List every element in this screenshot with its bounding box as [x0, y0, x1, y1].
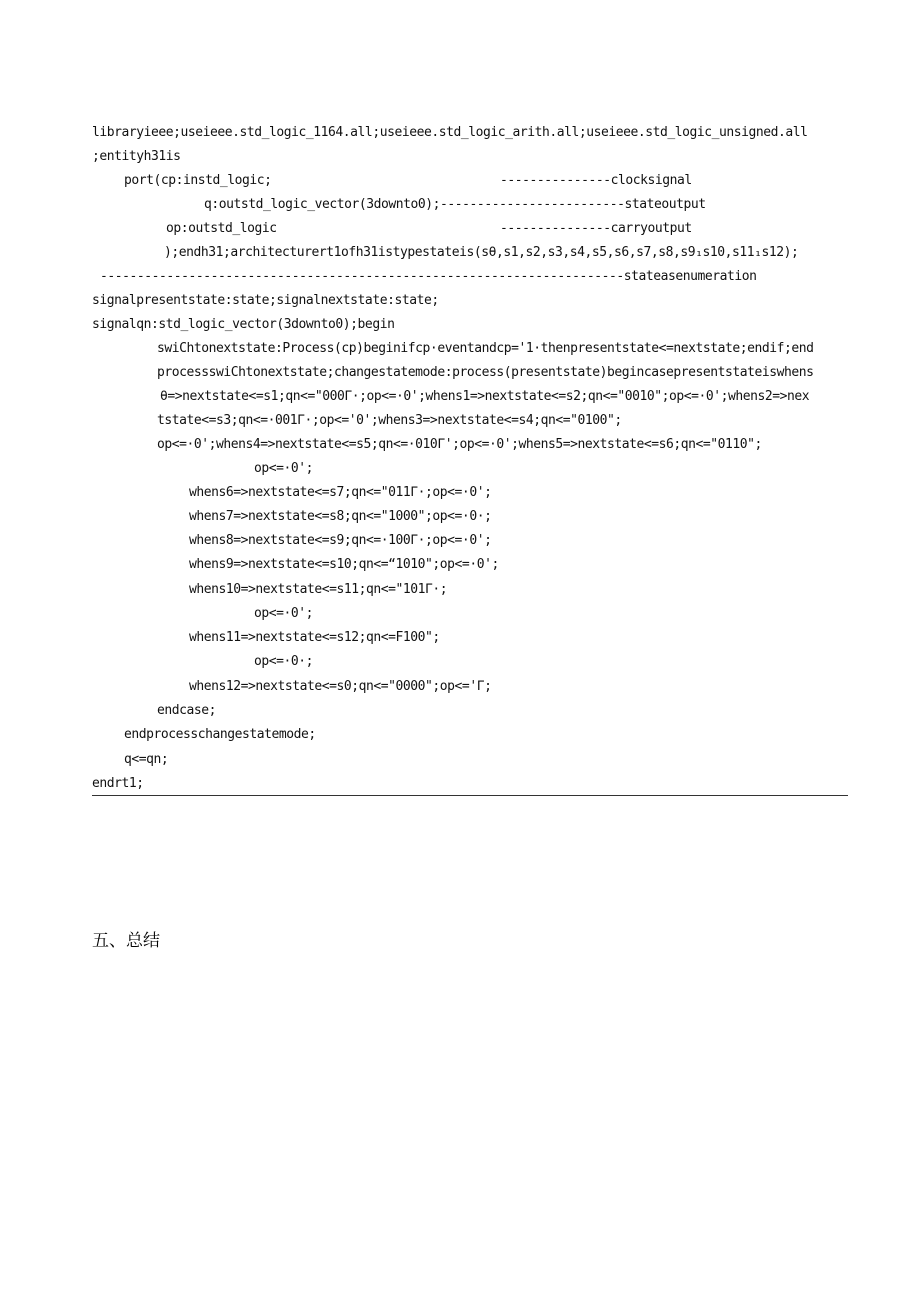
code-line: port(cp:instd_logic;: [124, 173, 272, 188]
code-line: whens11=>nextstate<=s12;qn<=F100";: [189, 630, 440, 645]
code-line: whens6=>nextstate<=s7;qn<="011Γ·;op<=·0';: [189, 485, 492, 500]
code-line: swiChtonextstate:Process(cp)beginifcp·eventandcp='1·thenpresentstate<=nextstate;endif;end: [157, 341, 814, 356]
code-line: whens10=>nextstate<=s11;qn<="101Γ·;: [189, 582, 448, 597]
code-line: q<=qn;: [124, 752, 169, 767]
code-line: whens8=>nextstate<=s9;qn<=·100Γ·;op<=·0';: [189, 533, 492, 548]
code-line: endprocesschangestatemode;: [124, 727, 316, 742]
code-line: op<=·0';whens4=>nextstate<=s5;qn<=·010Γ';op<=·0';whens5=>nextstate<=s6;qn<="0110";: [157, 437, 762, 452]
code-line: processswiChtonextstate;changestatemode:process(presentstate)begincasepresentstateiswhens: [157, 365, 814, 380]
code-line: q:outstd_logic_vector(3downto0);-------------------------stateoutput: [204, 197, 706, 212]
code-line: signalpresentstate:state;signalnextstate:state;: [92, 293, 439, 308]
code-line: ;entityh31is: [92, 149, 181, 164]
code-line: whens9=>nextstate<=s10;qn<=“1010";op<=·0';: [189, 557, 499, 572]
code-line: whens7=>nextstate<=s8;qn<="1000";op<=·0·;: [189, 509, 492, 524]
code-comment: -----------------------------------------------------------------------stateasenumeration: [100, 269, 757, 284]
code-line: endrt1;: [92, 776, 144, 791]
code-line: signalqn:std_logic_vector(3downto0);begin: [92, 317, 395, 332]
code-line: whens12=>nextstate<=s0;qn<="0000";op<='Γ;: [189, 679, 492, 694]
section-divider: [92, 795, 848, 796]
code-line: op<=·0·;: [254, 654, 314, 669]
code-line: op:outstd_logic: [166, 221, 277, 236]
code-line: θ=>nextstate<=s1;qn<="000Γ·;op<=·0';whens1=>nextstate<=s2;qn<="0010";op<=·0';whens2=>nex: [160, 389, 810, 404]
section-heading: 五、总结: [92, 931, 160, 951]
code-line: op<=·0';: [254, 461, 314, 476]
code-line: endcase;: [157, 703, 217, 718]
code-line: tstate<=s3;qn<=·001Γ·;op<='0';whens3=>nextstate<=s4;qn<="0100";: [157, 413, 622, 428]
code-line: );endh31;architecturert1ofh31istypestateis(sθ,s1,s2,s3,s4,s5,s6,s7,s8,s9₁s10,s11₁s12);: [164, 245, 799, 260]
code-comment: ---------------clocksignal: [500, 173, 692, 188]
code-line: op<=·0';: [254, 606, 314, 621]
code-comment: ---------------carryoutput: [500, 221, 692, 236]
code-line: libraryieee;useieee.std_logic_1164.all;useieee.std_logic_arith.all;useieee.std_logic_unsigned.all: [92, 125, 808, 140]
